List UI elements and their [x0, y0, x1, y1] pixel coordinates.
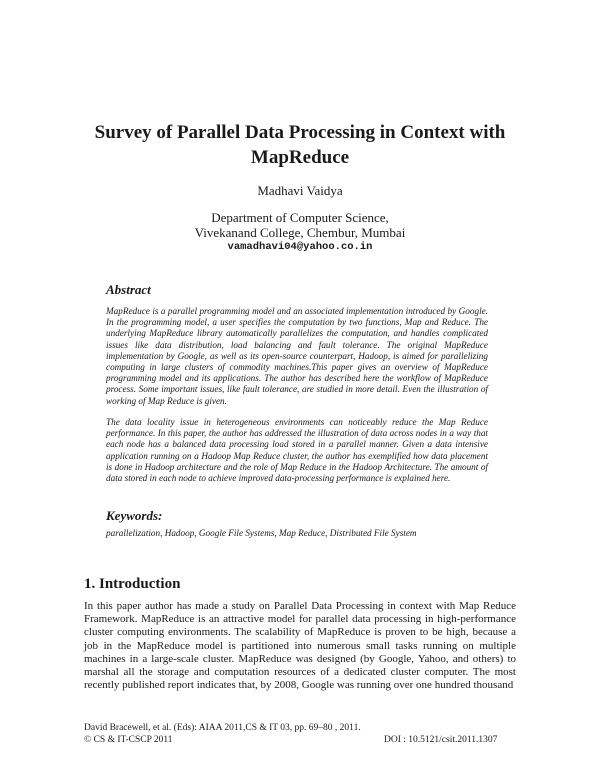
- keywords-text: parallelization, Hadoop, Google File Systems, Map Reduce, Distributed File System: [106, 528, 417, 538]
- abstract-heading: Abstract: [106, 282, 151, 297]
- introduction-text: In this paper author has made a study on Parallel Data Processing in context with Map Reduce Framework. MapReduce is an attractive model for parallel data processing in high-performance cluster computing environments. The scalability of MapReduce is proven to be high, because a job in the MapReduce model is partitioned into numerous small tasks running on multiple machines in a large-scale cluster. MapReduce was designed (by Google, Yahoo, and others) to marshal all the storage and computation resources of a dedicated cluster computer. The most recently published report indicates that, by 2008, Google was running over one hundred thousand: [84, 600, 516, 692]
- paper-title: Survey of Parallel Data Processing in Context with MapReduce: [94, 122, 506, 168]
- footer-citation: David Bracewell, et al. (Eds): AIAA 2011,CS & IT 03, pp. 69–80 , 2011.: [84, 723, 361, 733]
- footer-doi: DOI : 10.5121/csit.2011.1307: [384, 735, 498, 745]
- affiliation-department: Department of Computer Science,: [211, 210, 389, 225]
- author-email: vamadhavi04@yahoo.co.in: [227, 241, 373, 253]
- keywords-heading: Keywords:: [106, 508, 163, 523]
- introduction-heading: 1. Introduction: [84, 576, 181, 592]
- author-name: Madhavi Vaidya: [257, 183, 343, 198]
- abstract-paragraph-1: MapReduce is a parallel programming model and an associated implementation introduced by Google. In the programming model, a user specifies the computation by two functions, Map and Reduce. The underlying MapReduce library automatically parallelizes the computation, and handles complicated issues like data distribution, load balancing and fault tolerance. The original MapReduce implementation by Google, as well as its open-source counterpart, Hadoop, is aimed for parallelizing computing in large clusters of commodity machines.This paper gives an overview of MapReduce programming model and its applications. The author has described here the workflow of MapReduce process. Some important issues, like fault tolerance, are studied in more detail. Even the illustration of working of Map Reduce is given.: [106, 306, 488, 406]
- affiliation: [0, 210, 600, 255]
- affiliation-college: Vivekanand College, Chembur, Mumbai: [194, 225, 406, 240]
- abstract-paragraph-2: The data locality issue in heterogeneous environments can noticeably reduce the Map Reduce performance. In this paper, the author has addressed the illustration of data across nodes in a way that each node has a balanced data processing load stored in a parallel manner. Given a data intensive application running on a Hadoop Map Reduce cluster, the author has exemplified how data placement is done in Hadoop architecture and the role of Map Reduce in the Hadoop Architecture. The amount of data stored in each node to achieve improved data-processing performance is explained here.: [106, 417, 488, 484]
- footer-copyright: © CS & IT-CSCP 2011: [84, 735, 173, 745]
